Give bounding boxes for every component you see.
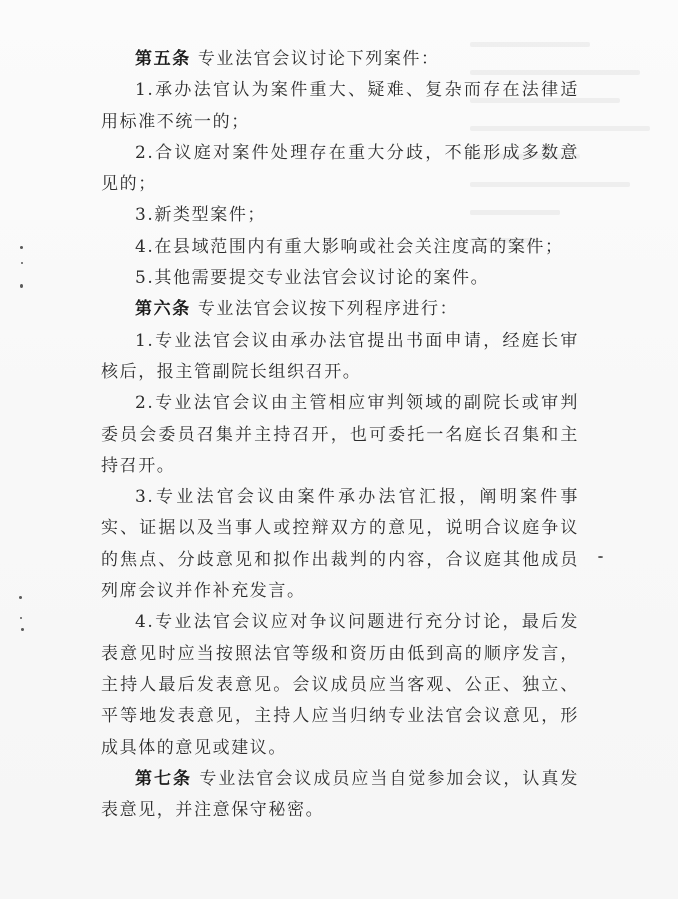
- document-body: [101, 44, 579, 826]
- list-item: 5.其他需要提交专业法官会议讨论的案件。: [135, 268, 490, 289]
- article-heading: [101, 44, 579, 75]
- article-label: 第六条: [135, 299, 191, 320]
- list-item: 3.专业法官会议由案件承办法官汇报，阐明案件事实、证据以及当事人或控辩双方的意见，说明合议庭争议的焦点、分歧意见和拟作出裁判的内容，合议庭其他成员列席会议并作补充发言。: [101, 487, 579, 602]
- article-label: 第五条: [135, 49, 191, 69]
- article-heading: [101, 294, 579, 325]
- list-item: 2.专业法官会议由主管相应审判领域的副院长或审判委员会委员召集并主持召开，也可委托一名庭长召集和主持召开。: [101, 393, 579, 476]
- article-heading: [101, 764, 579, 827]
- list-item: 1.承办法官认为案件重大、疑难、复杂而存在法律适用标准不统一的；: [101, 80, 579, 132]
- article-label: 第七条: [135, 768, 192, 789]
- list-item: 1.专业法官会议由承办法官提出书面申请，经庭长审核后，报主管副院长组织召开。: [101, 330, 579, 382]
- list-item: 3.新类型案件；: [135, 205, 267, 226]
- list-item: 4.在县域范围内有重大影响或社会关注度高的案件；: [135, 236, 564, 257]
- article-heading-text: 专业法官会议讨论下列案件：: [197, 49, 440, 69]
- article-heading-text: 专业法官会议按下列程序进行：: [197, 299, 459, 320]
- list-item: 2.合议庭对案件处理存在重大分歧，不能形成多数意见的；: [101, 142, 579, 195]
- article-heading-text: 专业法官会议成员应当自觉参加会议，认真发表意见，并注意保守秘密。: [101, 768, 579, 821]
- list-item: 4.专业法官会议应对争议问题进行充分讨论，最后发表意见时应当按照法官等级和资历由低到高的顺序发言，主持人最后发表意见。会议成员应当客观、公正、独立、平等地发表意见，主持人应当归纳专业法官会议意见，形成具体的意见或建议。: [101, 612, 579, 758]
